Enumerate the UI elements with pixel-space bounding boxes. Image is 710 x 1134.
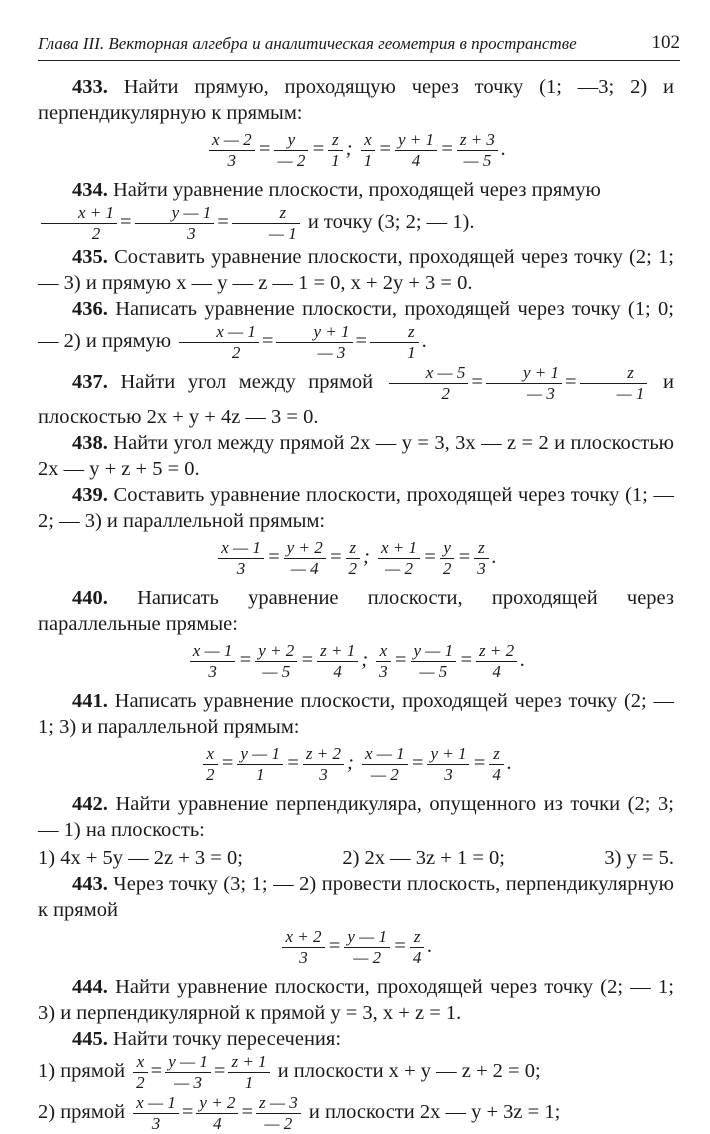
fraction bbox=[457, 130, 498, 171]
problem-number: 442. bbox=[72, 793, 108, 815]
fraction-numerator: x — 1 bbox=[362, 744, 408, 765]
fraction bbox=[376, 641, 391, 682]
fraction-denominator: 1 bbox=[255, 765, 265, 784]
fraction-denominator: — 5 bbox=[262, 662, 291, 681]
problem-number: 443. bbox=[72, 873, 108, 895]
fraction bbox=[361, 130, 376, 171]
fraction-numerator: x bbox=[133, 1052, 148, 1073]
fraction bbox=[228, 1052, 269, 1093]
fraction-denominator: — 3 bbox=[527, 384, 555, 403]
fraction-numerator: x + 1 bbox=[378, 538, 420, 559]
fraction-denominator: — 2 bbox=[353, 948, 382, 967]
fraction-denominator: — 1 bbox=[268, 224, 297, 243]
fraction-denominator: — 5 bbox=[419, 662, 448, 681]
problem-434: 434. Найти уравнение плоскости, проходящей через прямую $\frac{x + 1}{2}$ = $\frac{y — 1}{3}$ = $\frac{z}{— 1}$ и точку (3; 2; — 1). bbox=[38, 177, 674, 244]
fraction-denominator: 1 bbox=[363, 151, 373, 170]
fraction-denominator: 2 bbox=[348, 559, 358, 578]
fraction-denominator: — 4 bbox=[290, 559, 319, 578]
fraction-numerator: y + 1 bbox=[486, 363, 562, 384]
fraction-denominator: 3 bbox=[299, 948, 308, 967]
fraction-numerator: x + 1 bbox=[41, 203, 117, 224]
fraction-denominator: 3 bbox=[151, 1114, 161, 1133]
fraction bbox=[344, 927, 390, 968]
fraction bbox=[237, 744, 283, 785]
fraction-denominator: — 2 bbox=[385, 559, 413, 578]
fraction bbox=[165, 1052, 211, 1093]
fraction bbox=[317, 641, 358, 682]
fraction bbox=[274, 130, 308, 171]
fraction bbox=[303, 744, 344, 785]
problem-442-cases bbox=[38, 845, 674, 871]
fraction bbox=[232, 203, 300, 244]
problem-number: 445. bbox=[72, 1028, 108, 1050]
fraction-numerator: z — 3 bbox=[256, 1093, 301, 1114]
fraction bbox=[489, 744, 504, 785]
problem-number: 438. bbox=[72, 432, 108, 454]
fraction-denominator: — 3 bbox=[174, 1073, 202, 1092]
fraction-denominator: 4 bbox=[492, 662, 501, 681]
page-number: 102 bbox=[651, 32, 680, 53]
problem-number: 440. bbox=[72, 587, 108, 609]
problem-440: 440. Написать уравнение плоскости, проходящей через параллельные прямые: bbox=[38, 587, 674, 635]
fraction bbox=[209, 130, 255, 171]
problem-444: 444. Найти уравнение плоскости, проходящей через точку (2; — 1; 3) и перпендикулярной к прямой y = 3, x + z = 1. bbox=[38, 976, 674, 1024]
fraction-numerator: x + 2 bbox=[282, 927, 324, 948]
fraction-denominator: 3 bbox=[477, 559, 486, 578]
fraction bbox=[190, 641, 236, 682]
fraction-denominator: — 5 bbox=[463, 151, 492, 170]
problem-438: 438. Найти угол между прямой 2x — y = 3, 3x — z = 2 и плоскостью 2x — y + z + 5 = 0. bbox=[38, 432, 674, 480]
fraction bbox=[179, 322, 259, 363]
fraction-numerator: x — 1 bbox=[179, 322, 259, 343]
fraction-numerator: x bbox=[376, 641, 391, 662]
fraction-denominator: 1 bbox=[407, 343, 416, 362]
fraction-denominator: 3 bbox=[236, 559, 246, 578]
case-3: 3) y = 5. bbox=[604, 847, 674, 869]
problem-435: 435. Составить уравнение плоскости, проходящей через точку (2; 1; — 3) и прямую x — y — z — 1 = 0, x + 2y + 3 = 0. bbox=[38, 246, 674, 294]
problem-443: 443. Через точку (3; 1; — 2) провести плоскость, перпендикулярную к прямой bbox=[38, 873, 674, 921]
fraction-numerator: y + 1 bbox=[427, 744, 469, 765]
fraction-numerator: y bbox=[274, 130, 308, 151]
fraction-numerator: y — 1 bbox=[344, 927, 390, 948]
fraction-denominator: — 3 bbox=[317, 343, 346, 362]
fraction bbox=[346, 538, 361, 579]
fraction-numerator: z bbox=[489, 744, 504, 765]
fraction bbox=[395, 130, 437, 171]
problem-439: 439. Составить уравнение плоскости, проходящей через точку (1; — 2; — 3) и параллельной прямым: bbox=[38, 484, 674, 532]
fraction bbox=[411, 641, 457, 682]
fraction bbox=[284, 538, 326, 579]
problem-number: 434. bbox=[72, 179, 108, 201]
problem-number: 439. bbox=[72, 484, 108, 506]
fraction-numerator: x — 5 bbox=[389, 363, 469, 384]
problem-445-item-2: 2) прямой $\frac{x — 1}{3}$ = $\frac{y + 2}{4}$ = $\frac{z — 3}{— 2}$ и плоскости 2x — y + 3z = 1; bbox=[38, 1093, 561, 1133]
problem-445-item-1: 1) прямой $\frac{x}{2}$ = $\frac{y — 1}{— 3}$ = $\frac{z + 1}{1}$ и плоскости x + y — z + 2 = 0; bbox=[38, 1052, 541, 1092]
problem-number: 436. bbox=[72, 298, 108, 320]
fraction-denominator: 4 bbox=[213, 1114, 222, 1133]
fraction-numerator: y + 1 bbox=[276, 322, 352, 343]
fraction-numerator: z + 1 bbox=[228, 1052, 269, 1073]
fraction-numerator: x — 2 bbox=[209, 130, 255, 151]
fraction-denominator: — 2 bbox=[277, 151, 306, 170]
fraction-numerator: x — 1 bbox=[190, 641, 236, 662]
fraction-denominator: 3 bbox=[187, 224, 196, 243]
fraction-denominator: 3 bbox=[227, 151, 237, 170]
fraction bbox=[135, 203, 215, 244]
problem-number: 444. bbox=[72, 976, 108, 998]
fraction-numerator: x — 1 bbox=[133, 1093, 179, 1114]
page-header bbox=[38, 30, 680, 58]
fraction-numerator: x bbox=[203, 744, 218, 765]
fraction-numerator: x bbox=[361, 130, 376, 151]
fraction-denominator: 2 bbox=[206, 765, 215, 784]
fraction-numerator: z + 2 bbox=[476, 641, 517, 662]
fraction-numerator: z bbox=[328, 130, 343, 151]
fraction bbox=[486, 363, 562, 404]
fraction bbox=[389, 363, 469, 404]
fraction-numerator: y + 2 bbox=[255, 641, 297, 662]
problem-436: 436. Написать уравнение плоскости, проходящей через точку (1; 0; — 2) и прямую $\frac{x — 1}{2}$ = $\frac{y + 1}{— 3}$ = $\frac{z}{1}$ . bbox=[38, 298, 674, 362]
fraction-denominator: 3 bbox=[379, 662, 388, 681]
fraction-numerator: y + 2 bbox=[196, 1093, 238, 1114]
problem-437: 437. Найти угол между прямой $\frac{x — 5}{2}$ = $\frac{y + 1}{— 3}$ = $\frac{z}{— 1}$ и плоскостью 2x + y + 4z — 3 = 0. bbox=[38, 363, 674, 428]
fraction bbox=[133, 1093, 179, 1134]
fraction-denominator: 1 bbox=[331, 151, 340, 170]
fraction bbox=[255, 641, 297, 682]
header-rule bbox=[38, 60, 680, 61]
fraction-denominator: 4 bbox=[412, 948, 422, 967]
fraction-denominator: 1 bbox=[244, 1073, 254, 1092]
fraction bbox=[196, 1093, 238, 1134]
fraction bbox=[410, 927, 425, 968]
fraction-denominator: 3 bbox=[208, 662, 217, 681]
fraction-numerator: y — 1 bbox=[165, 1052, 211, 1073]
fraction bbox=[476, 641, 517, 682]
fraction bbox=[328, 130, 343, 171]
fraction bbox=[218, 538, 264, 579]
fraction-numerator: y — 1 bbox=[135, 203, 215, 224]
fraction-denominator: 2 bbox=[231, 343, 241, 362]
problem-433: 433. Найти прямую, проходящую через точку (1; —3; 2) и перпендикулярную к прямым: bbox=[38, 76, 674, 124]
problem-442: 442. Найти уравнение перпендикуляра, опущенного из точки (2; 3; — 1) на плоскость: bbox=[38, 793, 674, 841]
fraction bbox=[41, 203, 117, 244]
problem-433-formula: $\frac{x — 2}{3}$ = $\frac{y}{— 2}$ = $\frac{z}{1}$ ; $\frac{x}{1}$ = $\frac{y + 1}{4}$ = $\frac{z + 3}{— 5}$ . bbox=[38, 130, 674, 171]
fraction bbox=[440, 538, 455, 579]
fraction-numerator: z bbox=[370, 322, 419, 343]
fraction-numerator: z bbox=[346, 538, 361, 559]
fraction-denominator: 2 bbox=[136, 1073, 145, 1092]
fraction-numerator: z + 2 bbox=[303, 744, 344, 765]
fraction bbox=[276, 322, 352, 363]
fraction-denominator: 4 bbox=[492, 765, 501, 784]
problem-445: 445. Найти точку пересечения: bbox=[72, 1028, 342, 1050]
fraction-numerator: y — 1 bbox=[411, 641, 457, 662]
fraction-denominator: — 2 bbox=[370, 765, 399, 784]
fraction bbox=[427, 744, 469, 785]
fraction-numerator: z bbox=[580, 363, 648, 384]
fraction-denominator: 4 bbox=[333, 662, 342, 681]
case-2: 2) 2x — 3z + 1 = 0; bbox=[342, 847, 505, 869]
problems-list bbox=[38, 74, 674, 1134]
fraction-denominator: — 2 bbox=[264, 1114, 293, 1133]
fraction bbox=[133, 1052, 148, 1093]
fraction bbox=[362, 744, 408, 785]
chapter-title: Глава III. Векторная алгебра и аналитическая геометрия в пространстве bbox=[38, 34, 577, 53]
fraction-numerator: z bbox=[410, 927, 425, 948]
fraction bbox=[282, 927, 324, 968]
fraction bbox=[370, 322, 419, 363]
fraction-numerator: y — 1 bbox=[237, 744, 283, 765]
fraction-denominator: 2 bbox=[91, 224, 101, 243]
case-1: 1) 4x + 5y — 2z + 3 = 0; bbox=[38, 847, 243, 869]
problem-number: 433. bbox=[72, 76, 108, 98]
problem-number: 435. bbox=[72, 246, 108, 268]
fraction-numerator: y bbox=[440, 538, 455, 559]
fraction bbox=[203, 744, 218, 785]
fraction-numerator: z + 1 bbox=[317, 641, 358, 662]
fraction-numerator: z bbox=[474, 538, 489, 559]
fraction-denominator: 2 bbox=[442, 559, 452, 578]
fraction bbox=[474, 538, 489, 579]
fraction-denominator: 2 bbox=[441, 384, 450, 403]
fraction-numerator: y + 1 bbox=[395, 130, 437, 151]
problem-number: 437. bbox=[72, 371, 108, 394]
problem-439-formula: $\frac{x — 1}{3}$ = $\frac{y + 2}{— 4}$ = $\frac{z}{2}$ ; $\frac{x + 1}{— 2}$ = $\frac{y}{2}$ = $\frac{z}{3}$ . bbox=[38, 538, 674, 579]
fraction bbox=[580, 363, 648, 404]
fraction-denominator: 3 bbox=[444, 765, 453, 784]
fraction-denominator: — 1 bbox=[616, 384, 645, 403]
fraction bbox=[378, 538, 420, 579]
fraction-numerator: z + 3 bbox=[457, 130, 498, 151]
fraction-numerator: x — 1 bbox=[218, 538, 264, 559]
fraction-numerator: z bbox=[232, 203, 300, 224]
fraction bbox=[256, 1093, 301, 1134]
problem-443-formula: $\frac{x + 2}{3}$ = $\frac{y — 1}{— 2}$ = $\frac{z}{4}$ . bbox=[38, 927, 674, 968]
fraction-numerator: y + 2 bbox=[284, 538, 326, 559]
problem-441-formula: $\frac{x}{2}$ = $\frac{y — 1}{1}$ = $\frac{z + 2}{3}$ ; $\frac{x — 1}{— 2}$ = $\frac{y + 1}{3}$ = $\frac{z}{4}$ . bbox=[38, 744, 674, 785]
problem-441: 441. Написать уравнение плоскости, проходящей через точку (2; — 1; 3) и параллельной прямым: bbox=[38, 690, 674, 738]
problem-number: 441. bbox=[72, 690, 108, 712]
fraction-denominator: 4 bbox=[411, 151, 421, 170]
fraction-denominator: 3 bbox=[319, 765, 328, 784]
problem-440-formula: $\frac{x — 1}{3}$ = $\frac{y + 2}{— 5}$ = $\frac{z + 1}{4}$ ; $\frac{x}{3}$ = $\frac{y — 1}{— 5}$ = $\frac{z + 2}{4}$ . bbox=[38, 641, 674, 682]
